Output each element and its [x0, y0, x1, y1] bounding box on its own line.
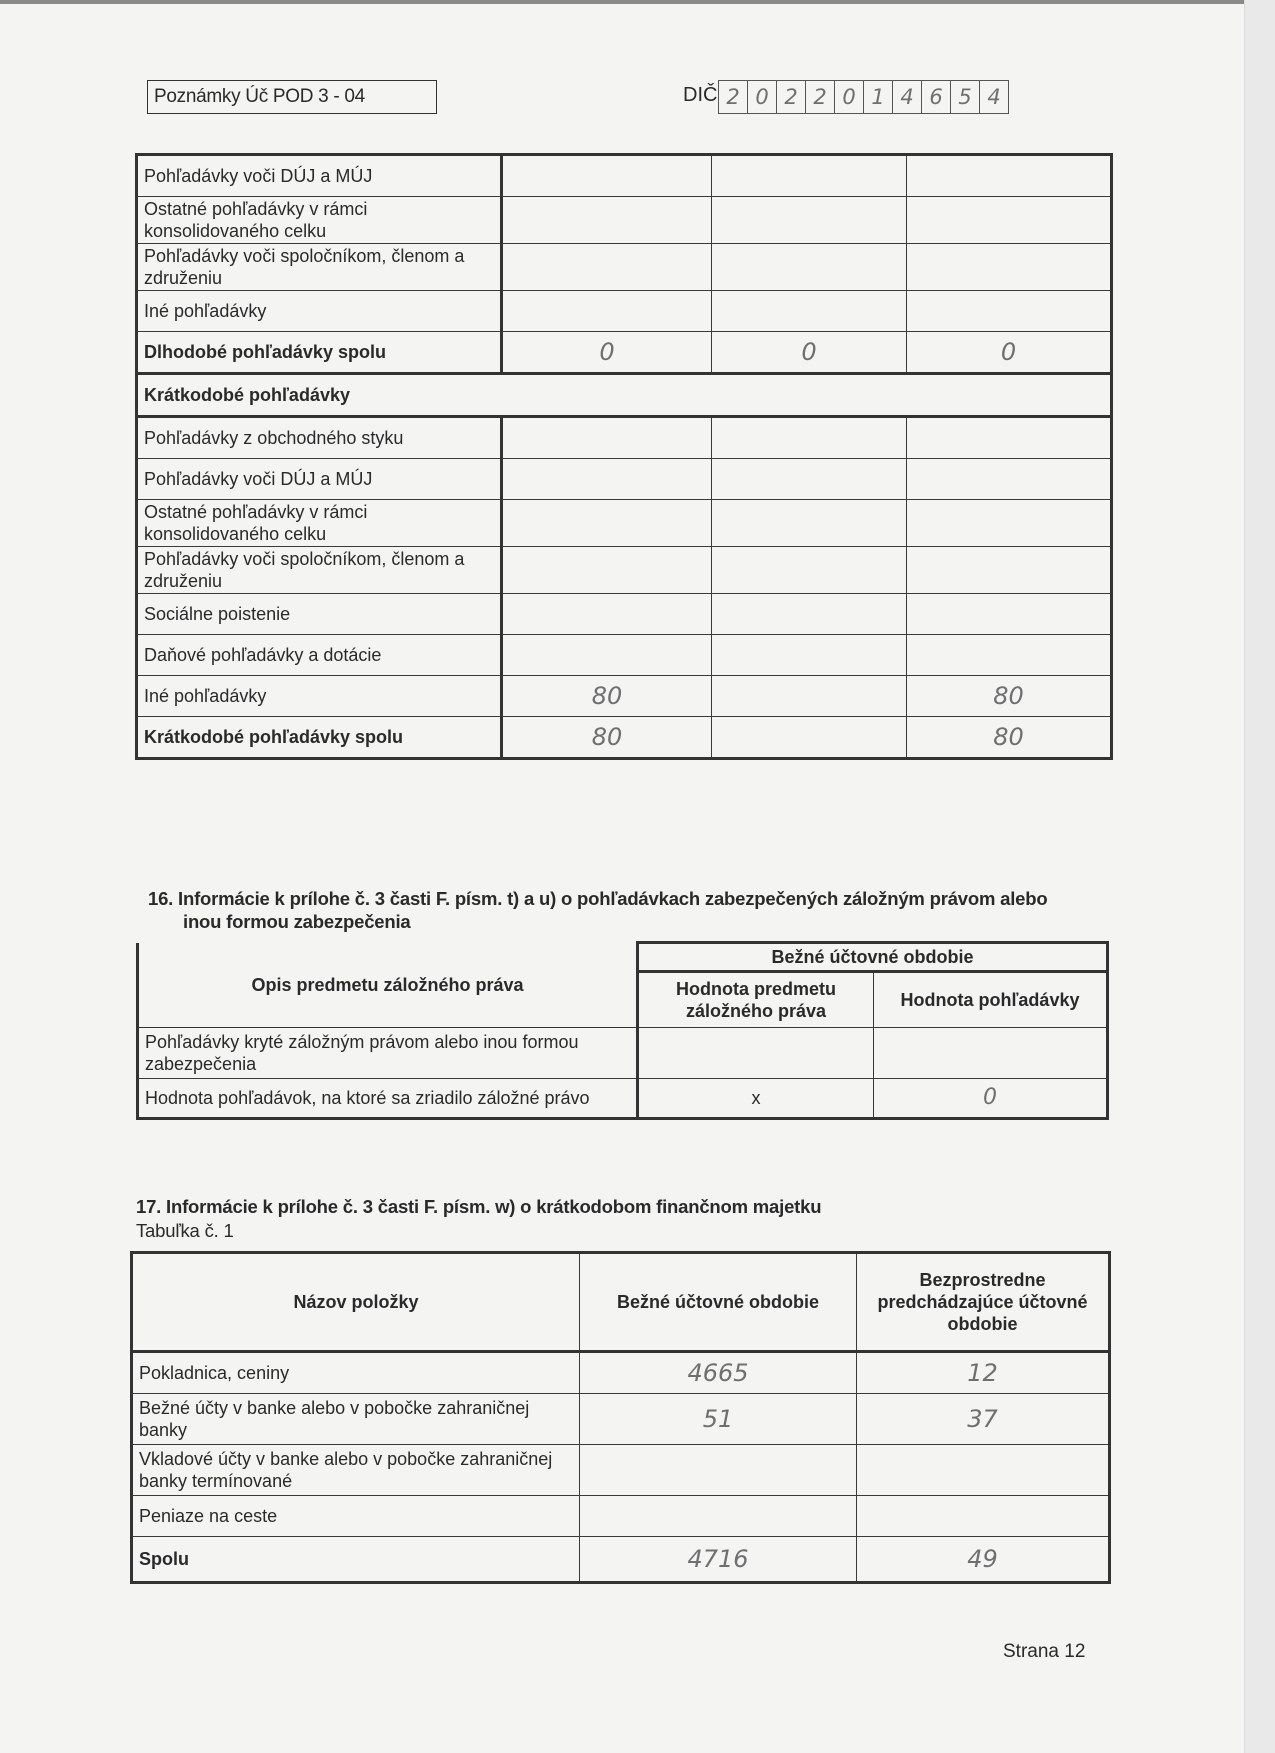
row-label: Daňové pohľadávky a dotácie [137, 635, 502, 676]
value-cell[interactable] [907, 547, 1112, 594]
value-cell[interactable]: 0 [712, 332, 907, 374]
page-number: Strana 12 [1003, 1641, 1086, 1662]
value-cell[interactable]: 80 [907, 676, 1112, 717]
table-row [137, 197, 1112, 244]
value-cell[interactable]: 4716 [580, 1537, 857, 1583]
row-label: Bežné účty v banke alebo v pobočke zahraničnej banky [132, 1394, 580, 1445]
value-cell[interactable] [502, 594, 712, 635]
table-row-total [137, 717, 1112, 759]
column-header-current-period: Bežné účtovné obdobie [580, 1253, 857, 1352]
value-cell[interactable] [907, 244, 1112, 291]
value-cell[interactable] [712, 676, 907, 717]
value-cell[interactable]: 80 [907, 717, 1112, 759]
row-label: Dlhodobé pohľadávky spolu [137, 332, 502, 374]
value-cell[interactable] [712, 547, 907, 594]
row-label: Spolu [132, 1537, 580, 1583]
table-row-total [132, 1537, 1110, 1583]
value-cell[interactable] [712, 500, 907, 547]
section-16-title-line1: 16. Informácie k prílohe č. 3 časti F. písm. t) a u) o pohľadávkach zabezpečených záložným právom alebo [148, 888, 1048, 909]
column-header-receivable-value: Hodnota pohľadávky [874, 972, 1108, 1028]
table-row [132, 1352, 1110, 1394]
value-cell[interactable] [712, 417, 907, 459]
value-cell[interactable] [907, 500, 1112, 547]
dic-digit[interactable]: 2 [777, 81, 806, 113]
value-cell[interactable] [857, 1445, 1110, 1496]
value-cell[interactable] [712, 594, 907, 635]
row-label: Sociálne poistenie [137, 594, 502, 635]
value-cell[interactable] [580, 1496, 857, 1537]
pledge-receivables-table [136, 941, 1109, 1120]
column-group-header: Bežné účtovné obdobie [638, 943, 1108, 972]
short-term-financial-assets-table [130, 1251, 1111, 1584]
value-cell[interactable] [502, 500, 712, 547]
value-cell[interactable]: 0 [502, 332, 712, 374]
column-header-pledge-value: Hodnota predmetu záložného práva [638, 972, 874, 1028]
value-cell[interactable] [907, 155, 1112, 197]
value-cell[interactable]: 0 [907, 332, 1112, 374]
dic-digit[interactable]: 0 [835, 81, 864, 113]
row-label: Krátkodobé pohľadávky spolu [137, 717, 502, 759]
value-cell[interactable]: 51 [580, 1394, 857, 1445]
value-cell[interactable] [502, 155, 712, 197]
row-label: Pokladnica, ceniny [132, 1352, 580, 1394]
table-row [132, 1394, 1110, 1445]
row-label: Hodnota pohľadávok, na ktoré sa zriadilo záložné právo [138, 1079, 638, 1119]
column-header-item-name: Názov položky [132, 1253, 580, 1352]
table-row [138, 1028, 1108, 1079]
table-row [137, 417, 1112, 459]
row-label: Peniaze na ceste [132, 1496, 580, 1537]
table-row [137, 291, 1112, 332]
value-cell[interactable] [857, 1496, 1110, 1537]
row-label: Pohľadávky kryté záložným právom alebo inou formou zabezpečenia [138, 1028, 638, 1079]
receivables-table [135, 153, 1113, 760]
row-label: Pohľadávky z obchodného styku [137, 417, 502, 459]
value-cell[interactable] [502, 459, 712, 500]
value-cell[interactable] [502, 291, 712, 332]
value-cell[interactable]: 80 [502, 676, 712, 717]
table-row [138, 1079, 1108, 1119]
value-cell[interactable] [874, 1028, 1108, 1079]
dic-digit[interactable]: 4 [893, 81, 922, 113]
value-cell[interactable]: 4665 [580, 1352, 857, 1394]
table-row [137, 635, 1112, 676]
value-cell[interactable]: 49 [857, 1537, 1110, 1583]
value-cell[interactable] [638, 1028, 874, 1079]
row-label: Pohľadávky voči DÚJ a MÚJ [137, 155, 502, 197]
row-label: Pohľadávky voči DÚJ a MÚJ [137, 459, 502, 500]
row-label: Pohľadávky voči spoločníkom, členom a združeniu [137, 244, 502, 291]
row-label: Pohľadávky voči spoločníkom, členom a združeniu [137, 547, 502, 594]
value-cell[interactable]: 0 [874, 1079, 1108, 1119]
value-cell[interactable] [580, 1445, 857, 1496]
value-cell[interactable] [712, 291, 907, 332]
document-label: Poznámky Úč POD 3 - 04 [147, 80, 437, 114]
section-17-subtitle: Tabuľka č. 1 [136, 1220, 234, 1241]
column-header-description: Opis predmetu záložného práva [138, 943, 638, 1028]
value-cell[interactable] [907, 635, 1112, 676]
row-label: Iné pohľadávky [137, 676, 502, 717]
header-row [132, 1253, 1110, 1352]
row-label: Vkladové účty v banke alebo v pobočke zahraničnej banky termínované [132, 1445, 580, 1496]
section-heading: Krátkodobé pohľadávky [137, 374, 1112, 417]
value-cell[interactable] [712, 155, 907, 197]
table-row [137, 500, 1112, 547]
value-cell[interactable] [502, 197, 712, 244]
dic-digit-boxes [718, 80, 1009, 114]
value-cell[interactable] [712, 197, 907, 244]
value-cell[interactable] [502, 417, 712, 459]
value-cell[interactable]: 12 [857, 1352, 1110, 1394]
dic-label: DIČ [683, 84, 718, 106]
value-cell[interactable] [712, 635, 907, 676]
value-cell[interactable] [907, 417, 1112, 459]
table-row-total [137, 332, 1112, 374]
table-row [137, 244, 1112, 291]
table-row [137, 547, 1112, 594]
column-header-previous-period: Bezprostredne predchádzajúce účtovné obdobie [857, 1253, 1110, 1352]
table-row [137, 155, 1112, 197]
value-cell[interactable]: 80 [502, 717, 712, 759]
dic-digit[interactable]: 4 [980, 81, 1009, 113]
value-cell[interactable] [907, 594, 1112, 635]
value-cell[interactable]: x [638, 1079, 874, 1119]
value-cell[interactable] [907, 459, 1112, 500]
section-row [137, 374, 1112, 417]
dic-digit[interactable]: 5 [951, 81, 980, 113]
value-cell[interactable] [712, 244, 907, 291]
table-row [137, 459, 1112, 500]
section-17-title: 17. Informácie k prílohe č. 3 časti F. písm. w) o krátkodobom finančnom majetku [136, 1196, 822, 1217]
dic-digit[interactable]: 1 [864, 81, 893, 113]
row-label: Iné pohľadávky [137, 291, 502, 332]
page-right-edge [1244, 0, 1275, 1753]
dic-digit[interactable]: 2 [806, 81, 835, 113]
value-cell[interactable] [502, 547, 712, 594]
value-cell[interactable] [712, 717, 907, 759]
value-cell[interactable] [712, 459, 907, 500]
section-16-title-line2: inou formou zabezpečenia [183, 911, 411, 932]
dic-digit[interactable]: 2 [719, 81, 748, 113]
row-label: Ostatné pohľadávky v rámci konsolidovaného celku [137, 197, 502, 244]
page-top-edge [0, 0, 1275, 4]
dic-digit[interactable]: 6 [922, 81, 951, 113]
dic-digit[interactable]: 0 [748, 81, 777, 113]
value-cell[interactable] [907, 197, 1112, 244]
table-row [132, 1445, 1110, 1496]
value-cell[interactable]: 37 [857, 1394, 1110, 1445]
value-cell[interactable] [502, 244, 712, 291]
table-row [132, 1496, 1110, 1537]
value-cell[interactable] [502, 635, 712, 676]
value-cell[interactable] [907, 291, 1112, 332]
table-row [137, 676, 1112, 717]
row-label: Ostatné pohľadávky v rámci konsolidovaného celku [137, 500, 502, 547]
table-row [137, 594, 1112, 635]
